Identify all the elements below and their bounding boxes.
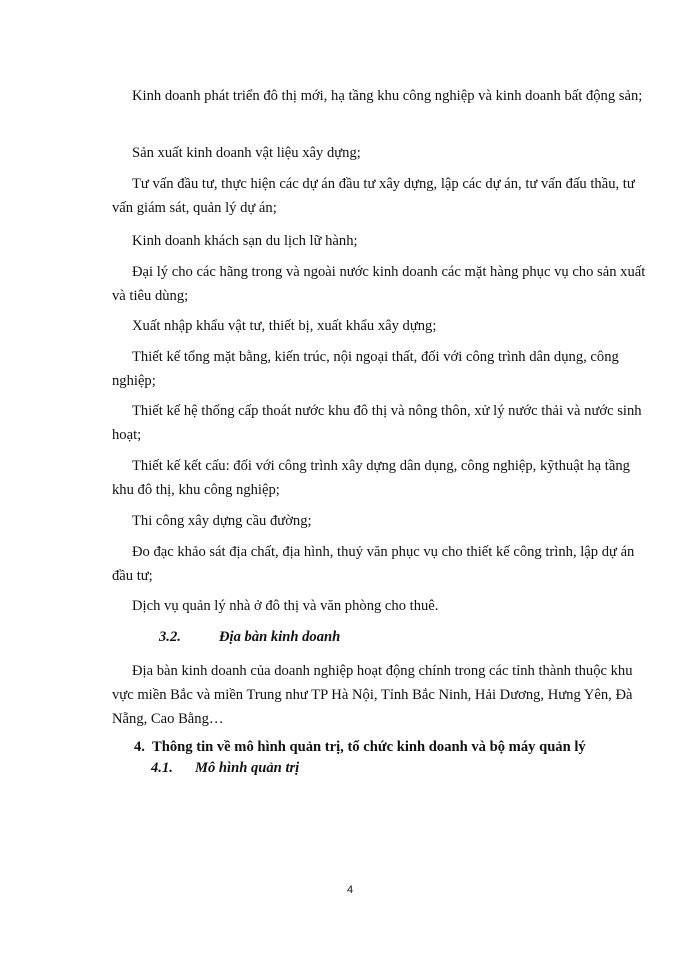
business-line-text: Thi công xây dựng cầu đường; [132,513,312,529]
page-number: 4 [346,884,354,896]
business-line-text: Đại lý cho các hãng trong và ngoài nước kinh doanh các mặt hàng phục vụ cho sản xuất và tiêu dùng; [112,264,646,304]
section-4-1-number: 4.1. [151,760,173,776]
business-line-text: Kinh doanh khách sạn du lịch lữ hành; [132,233,358,249]
business-line-item [112,594,648,618]
section-4-title: Thông tin về mô hình quản trị, tổ chức kinh doanh và bộ máy quản lý [152,739,586,755]
business-line-item [112,345,648,393]
section-4-1-heading [151,756,299,780]
business-line-text: Thiết kế hệ thống cấp thoát nước khu đô thị và nông thôn, xử lý nước thải và nước sinh hoạt; [112,403,642,443]
business-line-item [112,454,648,502]
business-line-text: Thiết kế kết cấu: đối với công trình xây dựng dân dụng, công nghiệp, kỹthuật hạ tầng khu đô thị, khu công nghiệp; [112,458,630,498]
business-line-item [112,84,648,108]
business-line-item [112,540,648,588]
section-3-2-heading [159,625,340,649]
business-line-text: Dịch vụ quản lý nhà ở đô thị và văn phòng cho thuê. [132,598,439,614]
business-line-item [112,314,648,338]
business-line-text: Kinh doanh phát triển đô thị mới, hạ tầng khu công nghiệp và kinh doanh bất động sản; [132,88,643,104]
business-line-item [112,399,648,447]
business-line-item [112,172,648,220]
section-3-2-title: Địa bàn kinh doanh [219,629,341,645]
business-line-text: Xuất nhập khẩu vật tư, thiết bị, xuất khẩu xây dựng; [132,318,437,334]
section-3-2-number: 3.2. [159,629,181,645]
business-line-item [112,141,648,165]
section-4-number: 4. [134,739,145,755]
business-line-item [112,509,648,533]
business-line-item [112,229,648,253]
business-line-text: Tư vấn đầu tư, thực hiện các dự án đầu tư xây dựng, lập các dự án, tư vấn đấu thầu, tư vấn giám sát, quản lý dự án; [112,176,635,216]
business-line-text: Đo đạc khảo sát địa chất, địa hình, thuỷ văn phục vụ cho thiết kế công trình, lập dự án đầu tư; [112,544,635,584]
business-line-text: Sản xuất kinh doanh vật liệu xây dựng; [132,145,361,161]
section-3-2-body [112,659,648,731]
section-4-1-title: Mô hình quản trị [195,760,300,776]
business-line-item [112,260,648,308]
business-line-text: Thiết kế tổng mặt bằng, kiến trúc, nội ngoại thất, đối với công trình dân dụng, công nghiệp; [112,349,619,389]
section-3-2-body-text: Địa bàn kinh doanh của doanh nghiệp hoạt động chính trong các tỉnh thành thuộc khu vực miền Bắc và miền Trung như TP Hà Nội, Tỉnh Bắc Ninh, Hải Dương, Hưng Yên, Đà Nẵng, Cao Bằng… [112,663,633,727]
